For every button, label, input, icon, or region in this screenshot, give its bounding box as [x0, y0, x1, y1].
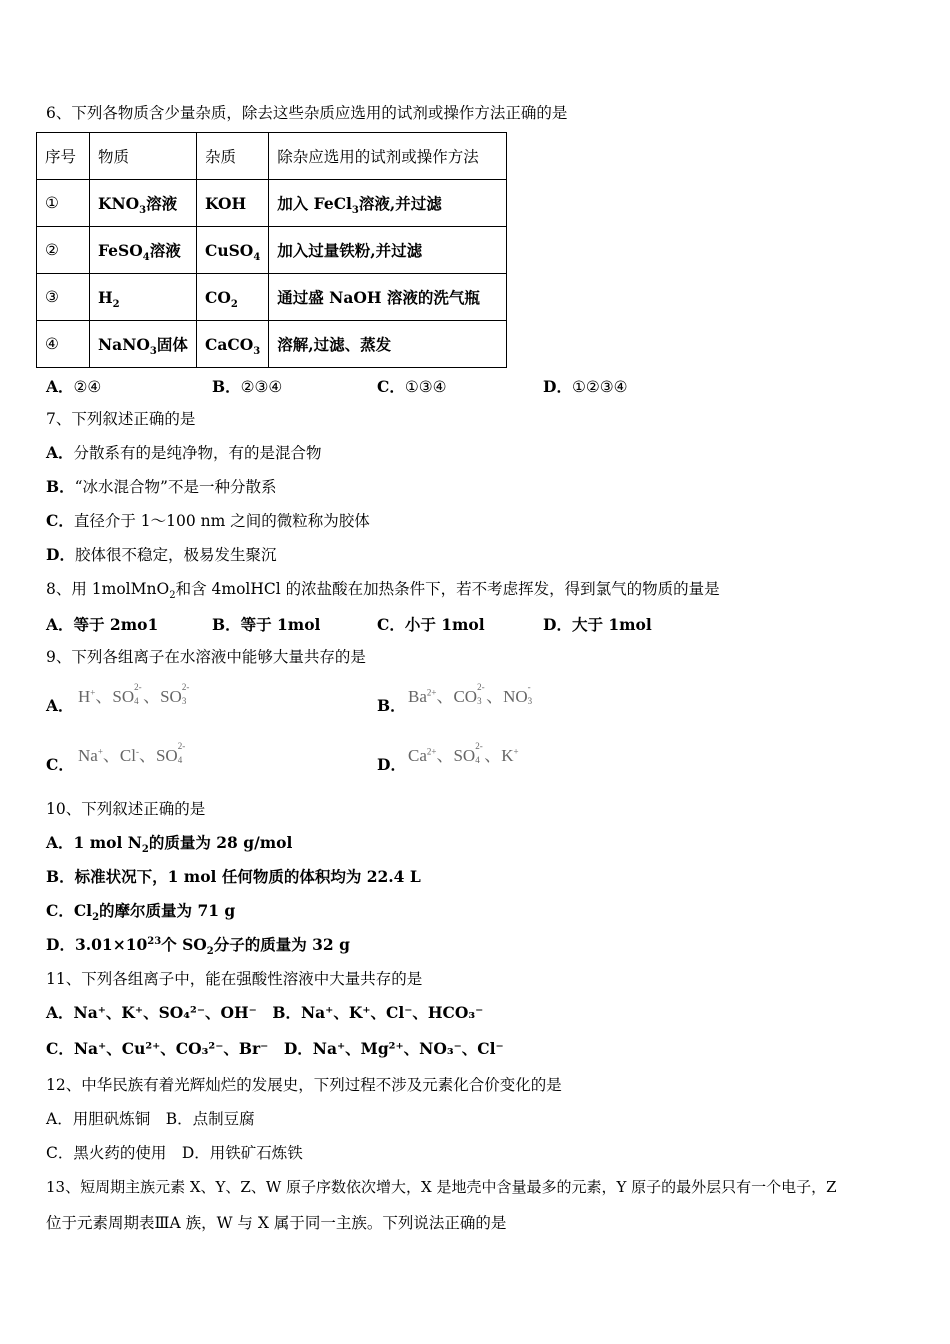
table-header: 杂质 — [197, 133, 269, 180]
table-cell: CuSO$_4$ — [197, 227, 269, 274]
q9-option-d-label[interactable]: D． — [377, 755, 406, 774]
table-cell: ① — [37, 180, 90, 227]
option-b[interactable]: B．等于 1mol — [212, 615, 321, 634]
table-cell: ③ — [37, 274, 90, 321]
q11-options-row-1[interactable]: A．Na⁺、K⁺、SO₄²⁻、OH⁻ B．Na⁺、K⁺、Cl⁻、HCO₃⁻ — [46, 1003, 484, 1022]
table-cell: NaNO$_3$固体 — [90, 321, 197, 368]
q13-stem-line-1: 13、短周期主族元素 X、Y、Z、W 原子序数依次增大，X 是地壳中含量最多的元素，Y 原子的最外层只有一个电子，Z — [46, 1178, 837, 1196]
q9-option-c-ions: Na+、Cl-、SO 2- 4 — [78, 741, 186, 765]
q9-stem: 9、下列各组离子在水溶液中能够大量共存的是 — [46, 648, 366, 666]
table-header: 除杂应选用的试剂或操作方法 — [269, 133, 507, 180]
table-cell: ④ — [37, 321, 90, 368]
table-cell: FeSO$_4$溶液 — [90, 227, 197, 274]
table-cell: 加入 FeCl$_3$溶液,并过滤 — [269, 180, 507, 227]
q6-stem: 6、下列各物质含少量杂质，除去这些杂质应选用的试剂或操作方法正确的是 — [46, 104, 568, 122]
option-c[interactable]: C．小于 1mol — [377, 615, 485, 634]
q10-option-a[interactable]: A．1 mol $N_2$的质量为 28 g/mol — [46, 833, 293, 856]
table-cell: $H_2$ — [90, 274, 197, 321]
table-row — [37, 274, 507, 321]
q10-option-c[interactable]: C．$Cl_2$的摩尔质量为 71 g — [46, 901, 236, 924]
table-row — [37, 227, 507, 274]
table-cell: CaCO$_3$ — [197, 321, 269, 368]
q7-stem: 7、下列叙述正确的是 — [46, 410, 196, 428]
q9-option-b-label[interactable]: B． — [377, 696, 406, 715]
table-cell: 加入过量铁粉,并过滤 — [269, 227, 507, 274]
table-row — [37, 180, 507, 227]
option-b[interactable]: B．②③④ — [212, 377, 283, 396]
q13-stem-line-2: 位于元素周期表ⅢA 族，W 与 X 属于同一主族。下列说法正确的是 — [46, 1214, 507, 1232]
table-cell: ② — [37, 227, 90, 274]
option-a[interactable]: A．等于 2mo1 — [46, 615, 159, 634]
option-d[interactable]: D．①②③④ — [543, 377, 628, 396]
option-c[interactable]: C．①③④ — [377, 377, 447, 396]
q7-option-c[interactable]: C．直径介于 1～100 nm 之间的微粒称为胶体 — [46, 511, 370, 530]
q6-table — [36, 132, 507, 368]
table-cell: KOH — [197, 180, 269, 227]
q9-option-c-label[interactable]: C． — [46, 755, 74, 774]
q9-option-a-label[interactable]: A． — [46, 696, 74, 715]
table-cell: $CO_2$ — [197, 274, 269, 321]
q9-option-d-ions: $Ca^{2+}$、SO 2- 4 、K+ — [408, 741, 519, 765]
table-cell: $KNO_3$溶液 — [90, 180, 197, 227]
option-a[interactable]: A．②④ — [46, 377, 102, 396]
q9-option-a-ions: H+、SO 2- 4 、SO 2- 3 — [78, 682, 190, 706]
q10-stem: 10、下列叙述正确的是 — [46, 800, 206, 818]
q12-options-row-2[interactable]: C．黑火药的使用 D．用铁矿石炼铁 — [46, 1144, 303, 1162]
table-header: 物质 — [90, 133, 197, 180]
table-cell: 通过盛 NaOH 溶液的洗气瓶 — [269, 274, 507, 321]
q7-option-d[interactable]: D．胶体很不稳定，极易发生聚沉 — [46, 545, 277, 564]
q8-stem: 8、用 1molMnO$_2$和含 4molHCl 的浓盐酸在加热条件下，若不考虑挥发，得到氯气的物质的量是 — [46, 580, 720, 602]
table-header: 序号 — [37, 133, 90, 180]
q7-option-b[interactable]: B．“冰水混合物”不是一种分散系 — [46, 477, 277, 496]
q7-option-a[interactable]: A．分散系有的是纯净物，有的是混合物 — [46, 443, 322, 462]
q10-option-d[interactable]: D．$3.01\times 10^{23}$个 $SO_2$分子的质量为 32 g — [46, 935, 350, 958]
table-header-row — [37, 133, 507, 180]
q10-option-b[interactable]: B．标准状况下，1 mol 任何物质的体积均为 22.4 L — [46, 867, 421, 886]
q9-option-b-ions: $Ba^{2+}$、CO 2- 3 、NO - 3 — [408, 682, 533, 706]
q12-stem: 12、中华民族有着光辉灿烂的发展史，下列过程不涉及元素化合价变化的是 — [46, 1076, 562, 1094]
q11-stem: 11、下列各组离子中，能在强酸性溶液中大量共存的是 — [46, 970, 423, 988]
option-d[interactable]: D．大于 1mol — [543, 615, 652, 634]
q11-options-row-2[interactable]: C．Na⁺、Cu²⁺、CO₃²⁻、Br⁻ D．Na⁺、Mg²⁺、NO₃⁻、Cl⁻ — [46, 1039, 504, 1058]
table-cell: 溶解,过滤、蒸发 — [269, 321, 507, 368]
table-row — [37, 321, 507, 368]
q12-options-row-1[interactable]: A．用胆矾炼铜 B．点制豆腐 — [46, 1110, 255, 1128]
